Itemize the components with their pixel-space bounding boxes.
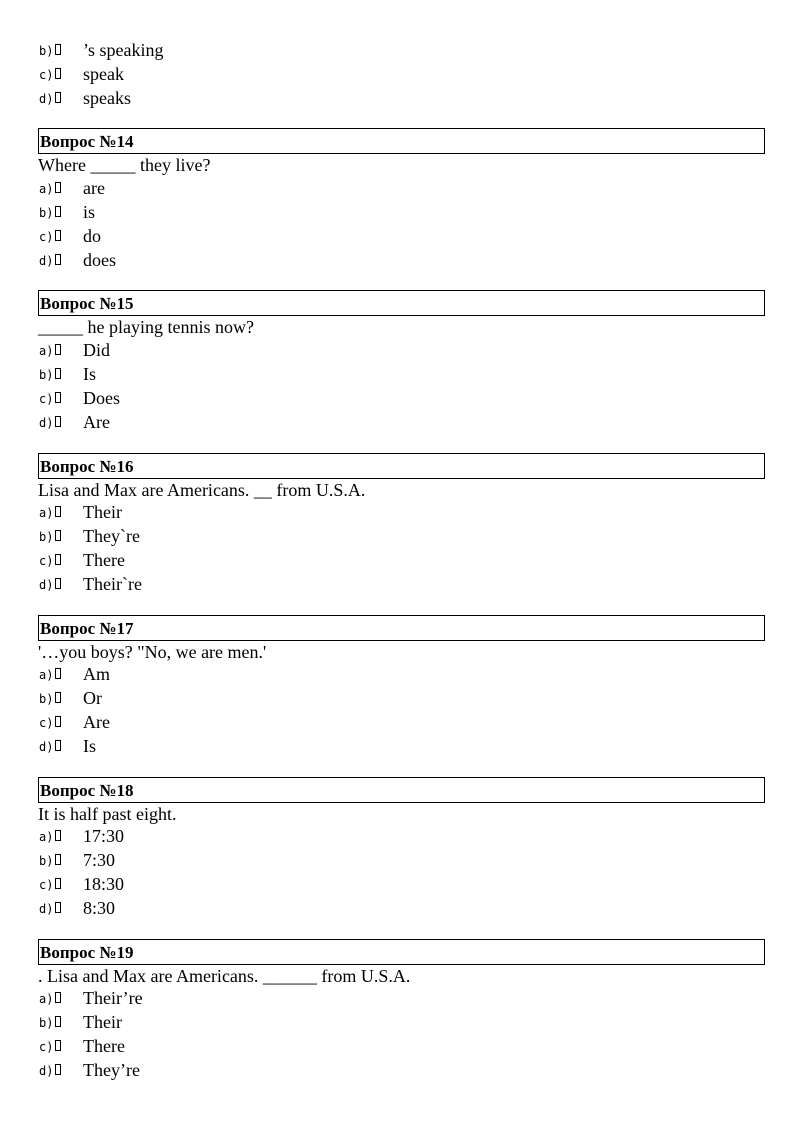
- option-letter: d): [39, 578, 54, 592]
- checkbox-icon[interactable]: [55, 344, 61, 355]
- option-text: There: [83, 550, 125, 570]
- checkbox-icon[interactable]: [55, 992, 61, 1003]
- option-letter: a): [39, 344, 54, 358]
- option-letter: c): [39, 68, 54, 82]
- checkbox-icon[interactable]: [55, 254, 61, 265]
- option-text: does: [83, 250, 116, 270]
- checkbox-icon[interactable]: [55, 44, 61, 55]
- question-prompt: '…you boys? "No, we are men.': [38, 642, 267, 662]
- question-header: [38, 939, 765, 965]
- checkbox-icon[interactable]: [55, 1040, 61, 1051]
- question-number: Вопрос №16: [40, 457, 134, 476]
- question-header: [38, 615, 765, 641]
- question-prompt: _____ he playing tennis now?: [38, 317, 254, 337]
- option-letter: c): [39, 1040, 54, 1054]
- option-letter: b): [39, 44, 54, 58]
- option-text: Their’re: [83, 988, 143, 1008]
- checkbox-icon[interactable]: [55, 230, 61, 241]
- checkbox-icon[interactable]: [55, 878, 61, 889]
- question-number: Вопрос №17: [40, 619, 134, 638]
- option-text: are: [83, 178, 105, 198]
- option-letter: d): [39, 740, 54, 754]
- option-letter: d): [39, 1064, 54, 1078]
- option-text: is: [83, 202, 96, 222]
- checkbox-icon[interactable]: [55, 92, 61, 103]
- checkbox-icon[interactable]: [55, 392, 61, 403]
- option-text: 17:30: [83, 826, 125, 846]
- option-text: 7:30: [83, 850, 116, 870]
- checkbox-icon[interactable]: [55, 182, 61, 193]
- question-header: [38, 128, 765, 154]
- checkbox-icon[interactable]: [55, 830, 61, 841]
- checkbox-icon[interactable]: [55, 578, 61, 589]
- checkbox-icon[interactable]: [55, 530, 61, 541]
- checkbox-icon[interactable]: [55, 416, 61, 427]
- question-number: Вопрос №14: [40, 132, 134, 151]
- option-text: They`re: [83, 526, 140, 546]
- option-text: Or: [83, 688, 102, 708]
- option-letter: d): [39, 92, 54, 106]
- checkbox-icon[interactable]: [55, 854, 61, 865]
- option-text: They’re: [83, 1060, 140, 1080]
- option-letter: a): [39, 182, 54, 196]
- checkbox-icon[interactable]: [55, 716, 61, 727]
- checkbox-icon[interactable]: [55, 554, 61, 565]
- option-text: Does: [83, 388, 120, 408]
- checkbox-icon[interactable]: [55, 368, 61, 379]
- option-text: do: [83, 226, 101, 246]
- checkbox-icon[interactable]: [55, 692, 61, 703]
- option-text: Did: [83, 340, 110, 360]
- option-letter: d): [39, 416, 54, 430]
- question-prompt: . Lisa and Max are Americans. ______ from U.S.A.: [38, 966, 411, 986]
- checkbox-icon[interactable]: [55, 740, 61, 751]
- question-prompt: It is half past eight.: [38, 804, 177, 824]
- option-text: Their: [83, 1012, 122, 1032]
- option-letter: d): [39, 254, 54, 268]
- option-letter: b): [39, 368, 54, 382]
- option-letter: b): [39, 854, 54, 868]
- checkbox-icon[interactable]: [55, 902, 61, 913]
- option-letter: a): [39, 506, 54, 520]
- question-prompt: Lisa and Max are Americans. __ from U.S.A.: [38, 480, 366, 500]
- option-text: Their: [83, 502, 122, 522]
- question-header: [38, 290, 765, 316]
- option-letter: a): [39, 668, 54, 682]
- question-number: Вопрос №18: [40, 781, 134, 800]
- question-number: Вопрос №19: [40, 943, 134, 962]
- option-text: Am: [83, 664, 110, 684]
- option-letter: c): [39, 392, 54, 406]
- checkbox-icon[interactable]: [55, 1016, 61, 1027]
- option-text: Are: [83, 712, 110, 732]
- option-letter: b): [39, 692, 54, 706]
- checkbox-icon[interactable]: [55, 1064, 61, 1075]
- checkbox-icon[interactable]: [55, 206, 61, 217]
- option-text: Is: [83, 364, 96, 384]
- option-text: Are: [83, 412, 110, 432]
- option-text: There: [83, 1036, 125, 1056]
- option-letter: c): [39, 878, 54, 892]
- option-text: Is: [83, 736, 96, 756]
- checkbox-icon[interactable]: [55, 506, 61, 517]
- question-number: Вопрос №15: [40, 294, 134, 313]
- option-letter: a): [39, 830, 54, 844]
- option-text: ’s speaking: [83, 40, 164, 60]
- option-letter: a): [39, 992, 54, 1006]
- question-header: [38, 453, 765, 479]
- option-text: Their`re: [83, 574, 142, 594]
- option-text: 18:30: [83, 874, 125, 894]
- question-header: [38, 777, 765, 803]
- question-prompt: Where _____ they live?: [38, 155, 211, 175]
- option-text: 8:30: [83, 898, 116, 918]
- checkbox-icon[interactable]: [55, 668, 61, 679]
- option-letter: c): [39, 716, 54, 730]
- option-text: speak: [83, 64, 124, 84]
- option-letter: b): [39, 530, 54, 544]
- option-text: speaks: [83, 88, 131, 108]
- option-letter: c): [39, 230, 54, 244]
- checkbox-icon[interactable]: [55, 68, 61, 79]
- option-letter: c): [39, 554, 54, 568]
- option-letter: d): [39, 902, 54, 916]
- option-letter: b): [39, 206, 54, 220]
- option-letter: b): [39, 1016, 54, 1030]
